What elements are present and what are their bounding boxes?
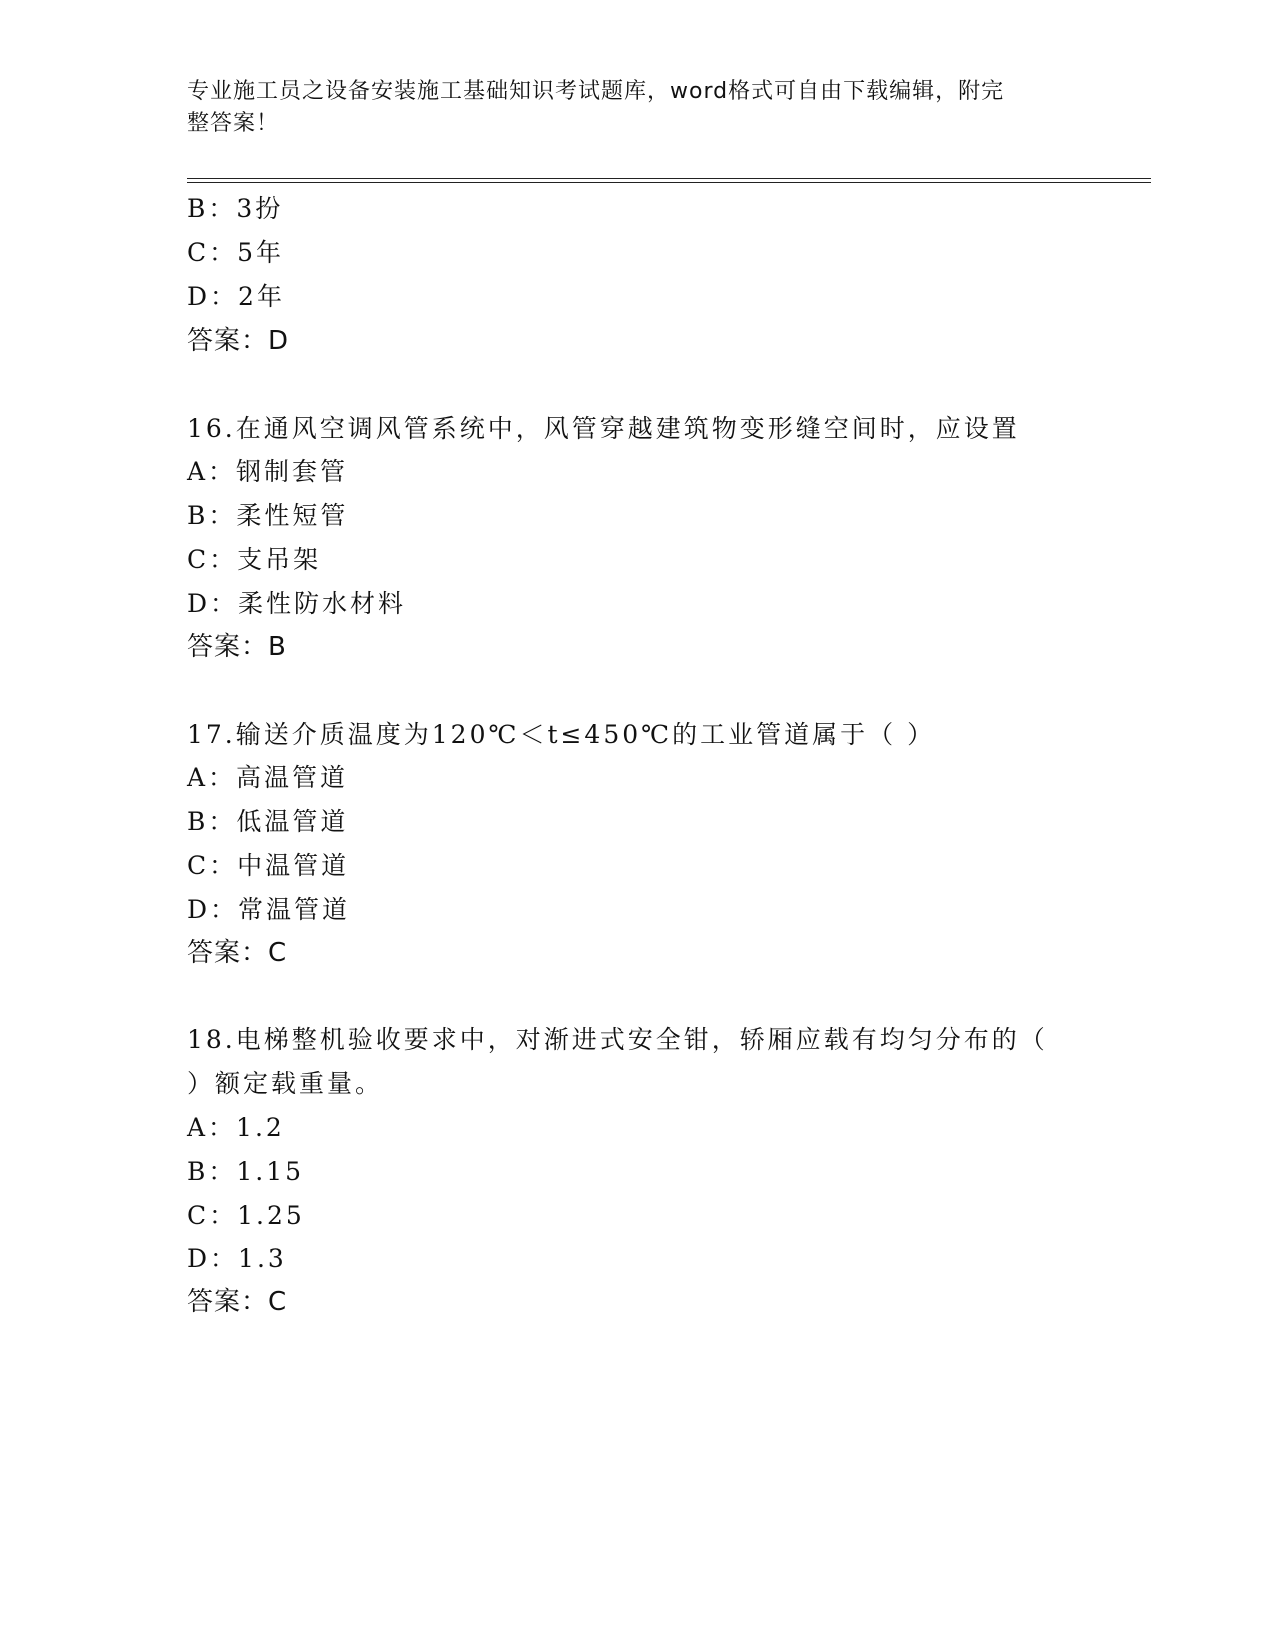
- q17-stem: 17.输送介质温度为120℃＜t≤450℃的工业管道属于（ ）: [187, 720, 936, 749]
- q16-stem: 16.在通风空调风管系统中，风管穿越建筑物变形缝空间时，应设置: [187, 414, 1020, 443]
- q17-answer: 答案：C: [187, 938, 288, 968]
- q18-option-a: A：1.2: [187, 1113, 285, 1142]
- q18-option-c: C：1.25: [187, 1201, 305, 1230]
- header-line-2: 整答案！: [187, 111, 280, 136]
- q16-option-d: D：柔性防水材料: [187, 589, 407, 618]
- q15-option-c: C：5年: [187, 238, 285, 267]
- q15-answer: 答案：D: [187, 326, 290, 356]
- header-divider-bottom: [187, 182, 1151, 183]
- q18-answer: 答案：C: [187, 1287, 288, 1317]
- q16-option-c: C：支吊架: [187, 545, 322, 574]
- q18-option-d: D：1.3: [187, 1244, 287, 1273]
- q17-option-c: C：中温管道: [187, 851, 350, 880]
- q16-answer: 答案：B: [187, 632, 287, 662]
- q17-option-a: A：高温管道: [187, 763, 349, 792]
- q16-option-b: B：柔性短管: [187, 501, 349, 530]
- header-divider-top: [187, 178, 1151, 179]
- q17-option-b: B：低温管道: [187, 807, 349, 836]
- q18-option-b: B：1.15: [187, 1157, 305, 1186]
- q16-option-a: A：钢制套管: [187, 457, 349, 486]
- q18-stem-line-1: 18.电梯整机验收要求中，对渐进式安全钳，轿厢应载有均匀分布的（: [187, 1025, 1048, 1054]
- q15-option-d: D：2年: [187, 282, 285, 311]
- q17-option-d: D：常温管道: [187, 895, 351, 924]
- q18-stem-line-2: ）额定载重量。: [187, 1069, 384, 1098]
- header-line-1: 专业施工员之设备安装施工基础知识考试题库，word格式可自由下载编辑，附完: [187, 79, 1005, 104]
- document-header: [187, 76, 1067, 140]
- q15-option-b: B：3扮: [187, 194, 284, 223]
